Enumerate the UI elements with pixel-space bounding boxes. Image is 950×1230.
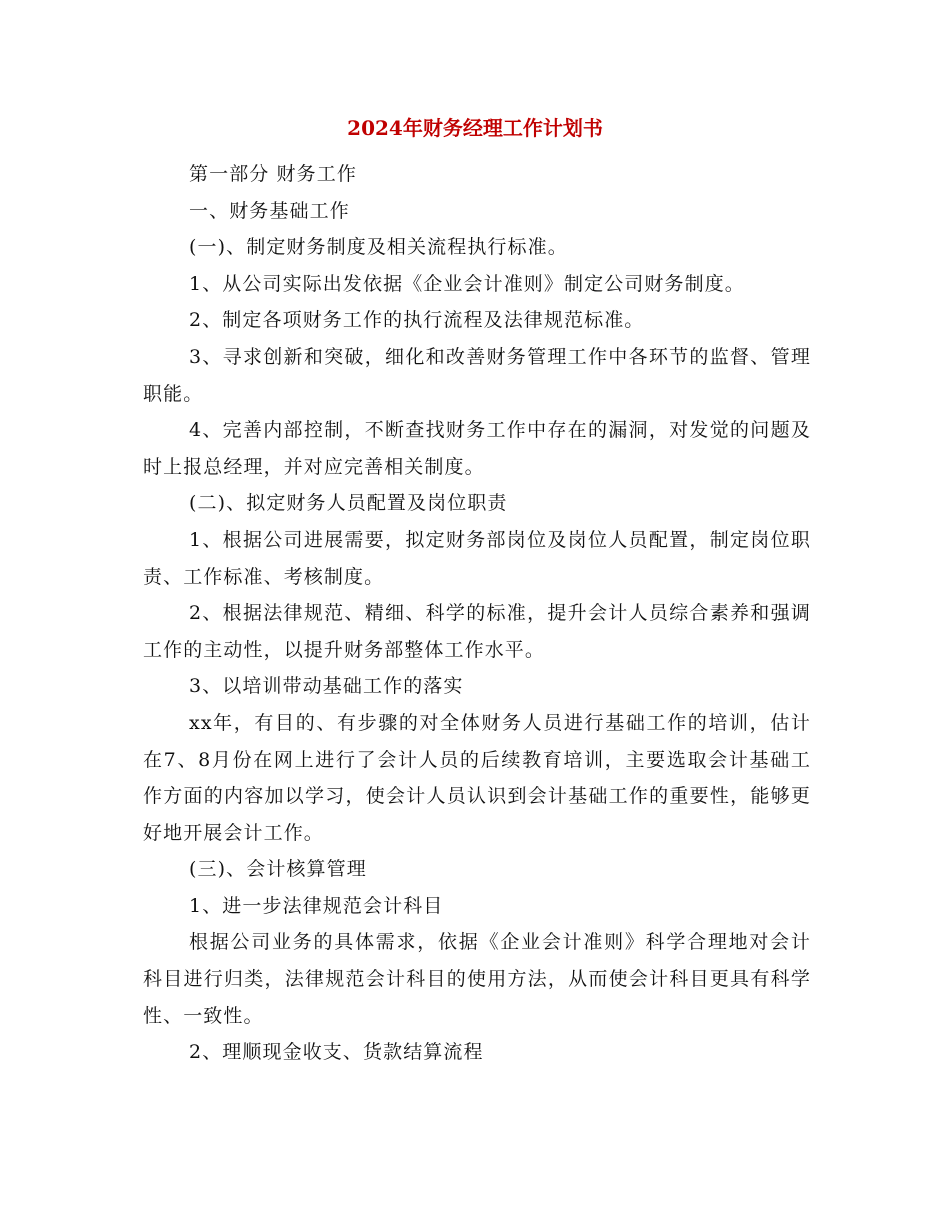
paragraph: 1、进一步法律规范会计科目 bbox=[189, 894, 444, 917]
paragraph: 3、寻求创新和突破，细化和改善财务管理工作中各环节的监督、管理职能。 bbox=[143, 345, 811, 405]
paragraph: 2、根据法律规范、精细、科学的标准，提升会计人员综合素养和强调工作的主动性，以提升财务部整体工作水平。 bbox=[143, 602, 811, 661]
subheading-1: (一)、制定财务制度及相关流程执行标准。 bbox=[189, 236, 568, 259]
paragraph: 4、完善内部控制，不断查找财务工作中存在的漏洞，对发觉的问题及时上报总经理，并对应完善相关制度。 bbox=[143, 419, 811, 478]
document-body bbox=[143, 156, 811, 1071]
paragraph: 1、从公司实际出发依据《企业会计准则》制定公司财务制度。 bbox=[189, 272, 745, 295]
paragraph: 根据公司业务的具体需求，依据《企业会计准则》科学合理地对会计科目进行归类，法律规范会计科目的使用方法，从而使会计科目更具有科学性、一致性。 bbox=[143, 931, 811, 1027]
paragraph: 2、制定各项财务工作的执行流程及法律规范标准。 bbox=[189, 309, 645, 332]
heading-section-one: 一、财务基础工作 bbox=[189, 199, 350, 222]
paragraph: 3、以培训带动基础工作的落实 bbox=[189, 675, 464, 698]
paragraph: 1、根据公司进展需要，拟定财务部岗位及岗位人员配置，制定岗位职责、工作标准、考核制度。 bbox=[143, 528, 811, 588]
subheading-3: (三)、会计核算管理 bbox=[189, 858, 367, 881]
document-title: 2024年财务经理工作计划书 bbox=[347, 116, 603, 140]
subheading-2: (二)、拟定财务人员配置及岗位职责 bbox=[189, 492, 508, 515]
paragraph: xx年，有目的、有步骤的对全体财务人员进行基础工作的培训，估计在7、8月份在网上进行了会计人员的后续教育培训，主要选取会计基础工作方面的内容加以学习，使会计人员认识到会计基础工作的重要性，能够更好地开展会计工作。 bbox=[143, 711, 811, 844]
paragraph: 2、理顺现金收支、货款结算流程 bbox=[189, 1041, 484, 1064]
heading-part-one: 第一部分 财务工作 bbox=[189, 163, 357, 185]
